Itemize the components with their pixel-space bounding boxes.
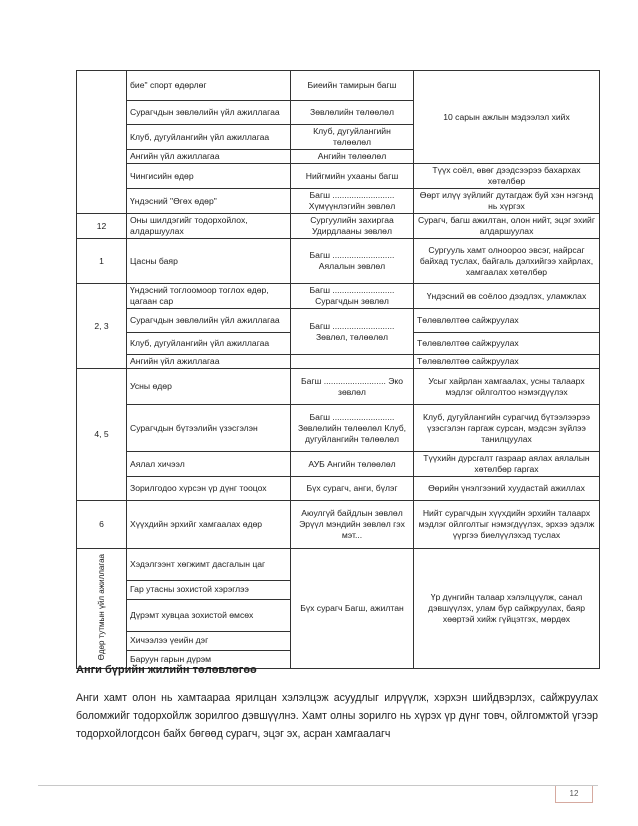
activity-cell: Сурагчдын зөвлөлийн үйл ажиллагаа — [127, 309, 291, 333]
organizer-cell: Клуб, дугуйлангийн төлөөлөл — [291, 125, 414, 150]
table-row — [77, 405, 600, 452]
organizer-cell: Сургуулийн захиргаа Удирдлааны зөвлөл — [291, 214, 414, 239]
section-title: Анги бүрийн жилийн төлөвлөгөө — [76, 664, 257, 676]
table-row — [77, 549, 600, 581]
month-cell: 12 — [77, 214, 127, 239]
activity-cell: Усны өдөр — [127, 369, 291, 405]
result-cell: Төлөвлөлтөө сайжруулах — [414, 355, 600, 369]
activity-cell: Ангийн үйл ажиллагаа — [127, 355, 291, 369]
activity-cell: Клуб, дугуйлангийн үйл ажиллагаа — [127, 125, 291, 150]
table-row — [77, 452, 600, 477]
activity-cell: Баруун гарын дүрэм — [127, 650, 291, 669]
organizer-cell: Багш .......................... Сурагчдын зөвлөл — [291, 284, 414, 309]
result-cell: Клуб, дугуйлангийн сурагчид бүтээлээрээ үзэсгэлэн гаргаж сурсан, мэдсэн зүйлээ танилцуулах — [414, 405, 600, 452]
result-cell: 10 сарын ажлын мэдээлэл хийх — [414, 71, 600, 164]
activity-cell: Чингисийн өдөр — [127, 164, 291, 189]
activity-cell: Зорилгодоо хүрсэн үр дүнг тооцох — [127, 477, 291, 501]
activity-cell: Хэдэлгээнт хөгжимт дасгалын цаг — [127, 549, 291, 581]
table-row — [77, 284, 600, 309]
organizer-cell: АУБ Ангийн төлөөлөл — [291, 452, 414, 477]
table-row — [77, 355, 600, 369]
organizer-cell: Багш .......................... Зөвлөл, төлөөлөл — [291, 309, 414, 355]
organizer-cell: Зөвлөлийн төлөөлөл — [291, 101, 414, 125]
month-cell: 2, 3 — [77, 284, 127, 369]
table-row — [77, 71, 600, 101]
activity-plan-table — [76, 70, 600, 669]
organizer-cell: Биеийн тамирын багш — [291, 71, 414, 101]
organizer-cell: Бүх сурагч, анги, бүлэг — [291, 477, 414, 501]
table-row — [77, 477, 600, 501]
result-cell: Төлөвлөлтөө сайжруулах — [414, 309, 600, 333]
table-row — [77, 214, 600, 239]
result-cell: Төлөвлөлтөө сайжруулах — [414, 333, 600, 355]
activity-cell: Оны шилдэгийг тодорхойлох, алдаршуулах — [127, 214, 291, 239]
month-cell: 1 — [77, 239, 127, 284]
result-cell: Өөрийн үнэлгээний хуудастай ажиллах — [414, 477, 600, 501]
activity-cell: Гар утасны зохистой хэрэглээ — [127, 581, 291, 600]
table-row — [77, 164, 600, 189]
activity-cell: Сурагчдын зөвлөлийн үйл ажиллагаа — [127, 101, 291, 125]
organizer-cell: Бүх сурагч Багш, ажилтан — [291, 549, 414, 669]
activity-cell: Цасны баяр — [127, 239, 291, 284]
table-row — [77, 369, 600, 405]
table-row — [77, 189, 600, 214]
footer-divider — [38, 785, 598, 786]
result-cell: Үр дүнгийн талаар хэлэлцүүлж, санал дэвшүүлэх, улам бүр сайжруулах, баяр хөөртэй хийж гүйцэтгэх, мөрдөх — [414, 549, 600, 669]
month-cell: 6 — [77, 501, 127, 549]
daily-activities-cell — [77, 549, 127, 669]
activity-cell: Үндэсний "Өгөх өдөр" — [127, 189, 291, 214]
result-cell: Усыг хайрлан хамгаалах, усны талаарх мэдлэг ойлголтоо нэмэгдүүлэх — [414, 369, 600, 405]
organizer-cell: Аюулгүй байдлын зөвлөл Эрүүл мэндийн зөвлөл гэх мэт... — [291, 501, 414, 549]
activity-cell: Аялал хичээл — [127, 452, 291, 477]
body-paragraph: Анги хамт олон нь хамтаараа ярилцан хэлэлцэж асуудлыг илрүүлж, хэрхэн шийдвэрлэх, сайжруулах боломжийг тодорхойлж зорилгоо дэвшүүлнэ. Хамт олны зорилго нь хүрэх үр дүнг товч, ойлгомжтой үгээр тодорхойлогдсон байх бөгөөд сурагч, эцэг эх, асран хамгаалагч — [76, 692, 598, 740]
result-cell: Түүхийн дурсгалт газраар аялах аялалын хөтөлбөр гаргах — [414, 452, 600, 477]
organizer-cell: Багш .......................... Аялалын зөвлөл — [291, 239, 414, 284]
organizer-cell — [291, 355, 414, 369]
organizer-cell: Нийгмийн ухааны багш — [291, 164, 414, 189]
organizer-cell: Ангийн төлөөлөл — [291, 150, 414, 164]
organizer-cell: Багш .......................... Зөвлөлийн төлөөлөл Клуб, дугуйлангийн төлөөлөл — [291, 405, 414, 452]
result-cell: Үндэсний өв соёлоо дээдлэх, уламжлах — [414, 284, 600, 309]
month-cell — [77, 71, 127, 214]
month-cell: 4, 5 — [77, 369, 127, 501]
result-cell: Өөрт илүү зүйлийг дутагдаж буй хэн нэгэнд нь хүргэх — [414, 189, 600, 214]
activity-cell: Сурагчдын бүтээлийн үзэсгэлэн — [127, 405, 291, 452]
activity-cell: Хичээлээ үеийн дэг — [127, 631, 291, 650]
table-row — [77, 501, 600, 549]
activity-cell: Үндэсний тоглоомоор тоглох өдөр, цагаан сар — [127, 284, 291, 309]
result-cell: Сурагч, багш ажилтан, олон нийт, эцэг эхийг алдаршуулах — [414, 214, 600, 239]
result-cell: Түүх соёл, өвөг дээдсээрээ бахархах хөтөлбөр — [414, 164, 600, 189]
result-cell: Нийт сурагчдын хүүхдийн эрхийн талаарх мэдлэг ойлголтыг нэмэгдүүлэх, эрхээ эдэлж үүргээ биелүүлэхэд туслах — [414, 501, 600, 549]
organizer-cell: Багш .......................... Хүмүүнлэгийн зөвлөл — [291, 189, 414, 214]
table-row — [77, 309, 600, 333]
activity-cell: Ангийн үйл ажиллагаа — [127, 150, 291, 164]
activity-cell: Клуб, дугуйлангийн үйл ажиллагаа — [127, 333, 291, 355]
activity-cell: Дүрэмт хувцаа зохистой өмсөх — [127, 599, 291, 631]
table-row — [77, 239, 600, 284]
page-number: 12 — [555, 786, 593, 803]
activity-cell: бие" спорт өдөрлөг — [127, 71, 291, 101]
activity-cell: Хүүхдийн эрхийг хамгаалах өдөр — [127, 501, 291, 549]
result-cell: Сургууль хамт олноороо эвсэг, найрсаг байхад туслах, байгаль дэлхийгээ хайрлах, хамгаалах хөтөлбөр — [414, 239, 600, 284]
daily-activities-label: Өдөр тутмын үйл ажиллагаа — [96, 554, 106, 661]
organizer-cell: Багш .......................... Эко зөвлөл — [291, 369, 414, 405]
